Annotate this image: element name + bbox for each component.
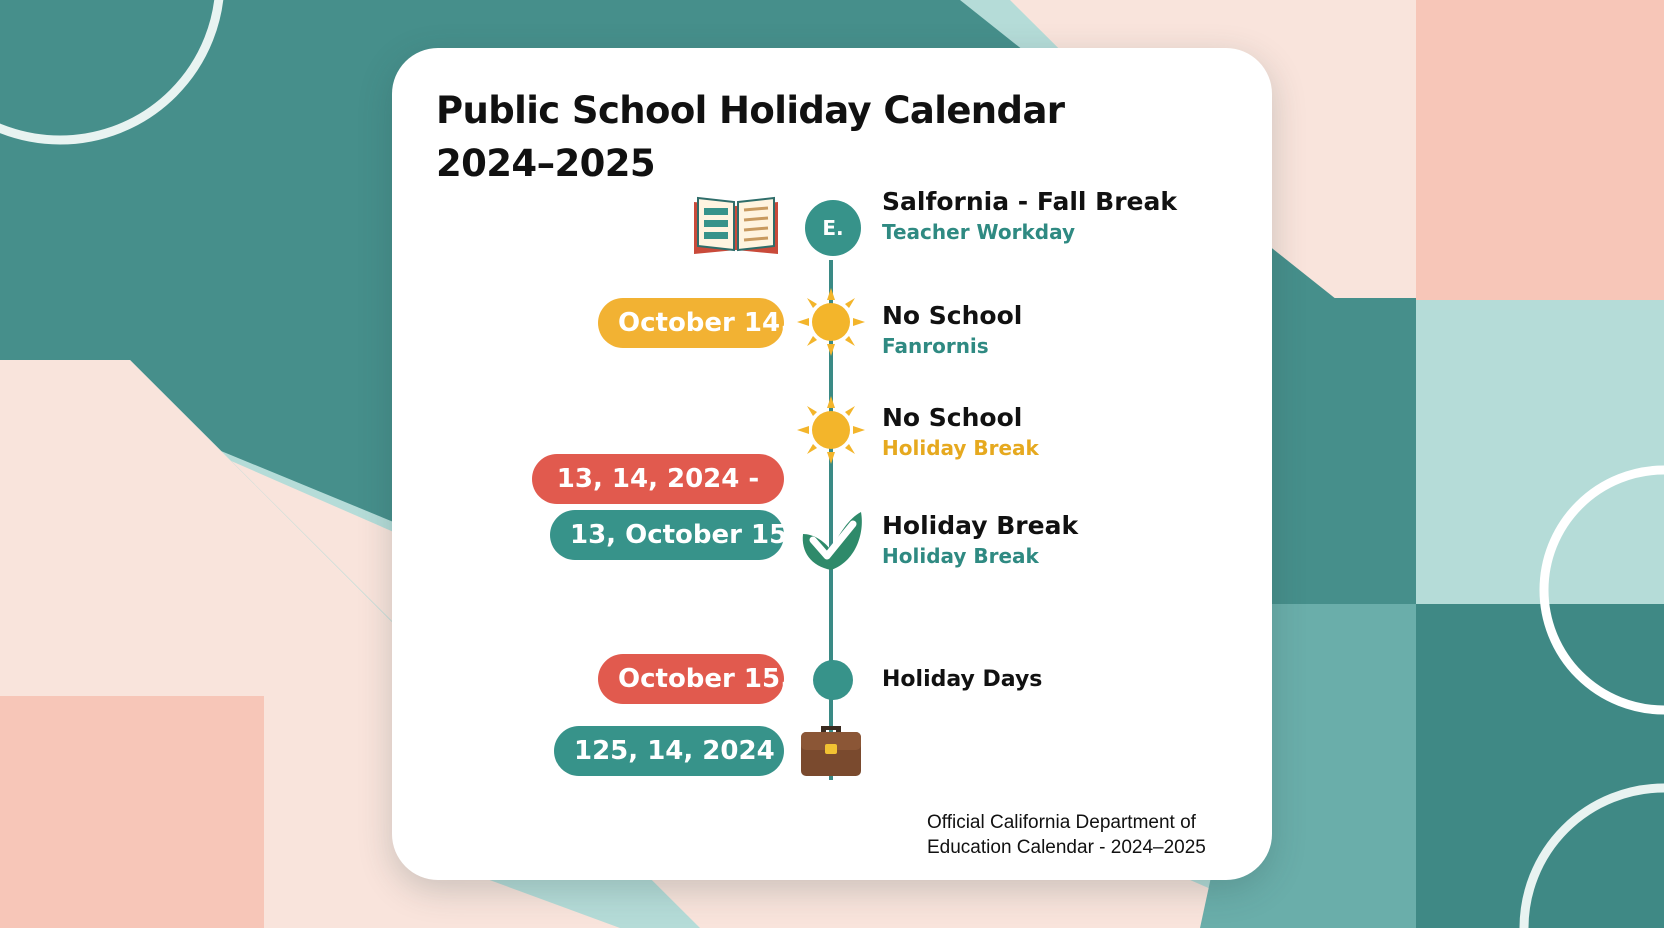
event-title: Holiday Break (882, 511, 1079, 540)
page-title (436, 84, 1064, 190)
event-3 (882, 402, 1242, 462)
date-pill: 13, 14, 2024 - (532, 454, 784, 504)
briefcase-icon (795, 710, 867, 782)
event-subtitle: Holiday Break (882, 436, 1039, 460)
calendar-card (392, 48, 1272, 880)
footer-note (927, 810, 1206, 860)
event-marker: E. (805, 200, 861, 256)
event-title: Salfornia - Fall Break (882, 187, 1178, 216)
event-subtitle: Fanrornis (882, 334, 989, 358)
dot-icon (813, 660, 853, 700)
event-2 (882, 300, 1242, 360)
check-icon (795, 504, 867, 576)
footer-line-1: Official California Department of (927, 812, 1196, 833)
event-4 (882, 510, 1242, 570)
title-line-2: 2024–2025 (436, 142, 656, 185)
event-title: Holiday Days (882, 667, 1043, 692)
event-1 (882, 186, 1242, 246)
event-subtitle: Holiday Break (882, 544, 1039, 568)
footer-line-2: Education Calendar - 2024–2025 (927, 837, 1206, 858)
sun-icon (795, 394, 867, 466)
date-pill: October 14, (598, 298, 784, 348)
event-title: No School (882, 301, 1023, 330)
event-subtitle: Teacher Workday (882, 220, 1076, 244)
date-pill: 125, 14, 2024 - (554, 726, 784, 776)
date-pill: 13, October 15- (550, 510, 784, 560)
event-5 (882, 664, 1242, 696)
date-pill: October 15, (598, 654, 784, 704)
title-line-1: Public School Holiday Calendar (436, 89, 1065, 132)
event-title: No School (882, 403, 1023, 432)
book-icon (690, 192, 782, 258)
sun-icon (795, 286, 867, 358)
